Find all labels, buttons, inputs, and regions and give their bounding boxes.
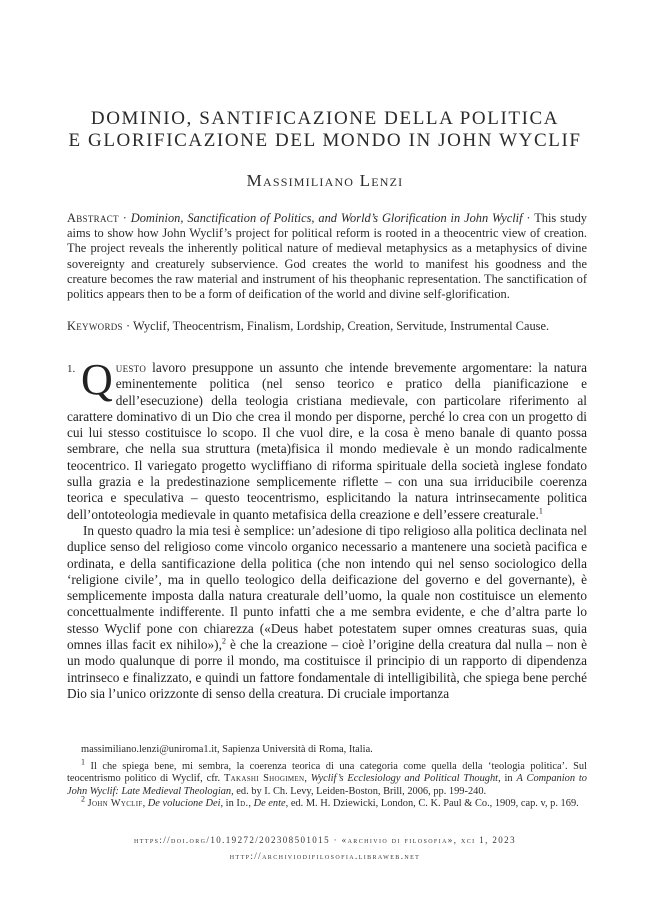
footnote-1-author: Takashi Shogimen	[224, 773, 305, 785]
footnote-2-sep: ,	[142, 798, 148, 810]
footnote-2	[67, 794, 587, 811]
paragraph-1	[67, 355, 587, 523]
footnote-1-title: Wyclif’s Ecclesiology and Political Thought	[310, 773, 499, 785]
footnote-1-details: , ed. by I. Ch. Levy, Leiden-Boston, Brill, 2006, pp. 199-240.	[231, 785, 487, 797]
footnote-2-mark: 2	[81, 794, 85, 804]
first-word-rest: uesto	[115, 360, 147, 375]
footnote-2-title: De volucione Dei	[147, 798, 221, 810]
paragraph-2-text-b: è che la creazione – cioè l’origine della creatura dal nulla – non è un modo qualunque di porre il mondo, ma costituisce il principio di un rapporto di dipendenza intrinseco e finalizzato, e quindi un fattore fondamentale di intelligibilità, che spiega bene perché Dio sia l’unico orizzonte di senso della creatura. Di cruciale importanza	[67, 637, 587, 701]
footnote-1	[67, 757, 587, 799]
footer-doi[interactable]: https://doi.org/10.19272/202308501015 · «archivio di filosofia», xci 1, 2023	[134, 835, 516, 845]
footnotes	[67, 744, 587, 811]
footnote-2-in: , in	[220, 798, 237, 810]
footer-website[interactable]: http://archiviodifilosofia.libraweb.net	[229, 851, 421, 861]
footnote-2-author: John Wyclif	[87, 798, 143, 810]
footnote-1-in: , in	[498, 773, 517, 785]
author-affiliation: massimiliano.lenzi@uniroma1.it, Sapienza Università di Roma, Italia.	[81, 744, 373, 755]
footnote-1-text: Il che spiega bene, mi sembra, la coerenza teorica di una categoria come quella della ‘teologia politica’. Sul teocentrismo politico di Wyclif, cfr.	[67, 760, 587, 785]
abstract-text: · This study aims to show how John Wyclif’s project for political reform is rooted in a theocentric view of creation. The project reveals the inherently political nature of medieval metaphysics as a metaphysics of divine sovereignty and creaturely subservience. God creates the world to manifest his goodness and the creature becomes the raw material and instrument of his theophanic representation. The sanctification of politics appears then to be a form of deification of the world and divine self-glorification.	[67, 211, 587, 302]
paragraph-1-text: lavoro presuppone un assunto che intende brevemente argomentare: la natura eminentemente politica (nel senso teorico e pratico della pianificazione e dell’esecuzione) della teologia cristiana medievale, con particolare riferimento al carattere dominativo di un Dio che crea il mondo per disporne, perché lo crea con un progetto di cui lui stesso costituisce lo scopo. Il che vuol dire, e la cosa è meno banale di quanto possa sembrare, che nella sua struttura (meta)fisica il mondo medievale è un mondo radicalmente teocentrico. Il variegato progetto wycliffiano di riforma spirituale della società inglese fondato sulla grazia e la predestinazione semplicemente riflette – con una sua irriducibile coerenza teorica e speculativa – questo teocentrismo, esplicitando la natura intrinsecamente politica dell’ontoteologia medievale in quanto metafisica della creazione e dell’essere creaturale.	[67, 360, 587, 522]
abstract	[67, 211, 587, 302]
footnote-1-mark: 1	[81, 757, 85, 767]
footnote-2-details: , ed. M. H. Dziewicki, London, C. K. Paul & Co., 1909, cap. v, p. 169.	[285, 798, 579, 810]
drop-cap: Q	[81, 355, 113, 404]
footnote-1-book: A Companion to John Wyclif: Late Medieval Theologian	[67, 773, 587, 797]
footnote-2-sep2: ,	[248, 798, 254, 810]
keywords-text: · Wyclif, Theocentrism, Finalism, Lordship, Creation, Servitude, Instrumental Cause.	[122, 319, 550, 333]
footnote-ref-1[interactable]: 1	[538, 506, 543, 516]
footnote-ref-2[interactable]: 2	[221, 636, 226, 646]
article-title	[40, 108, 610, 152]
footnote-2-id: Id.	[236, 798, 249, 810]
keywords-label: Keywords	[67, 319, 123, 333]
paragraph-2	[67, 523, 587, 702]
footnote-2-title2: De ente	[253, 798, 286, 810]
title-line-2: E GLORIFICAZIONE DEL MONDO IN JOHN WYCLIF	[68, 130, 582, 151]
abstract-label: Abstract	[67, 211, 119, 225]
abstract-english-title: Dominion, Sanctification of Politics, and World’s Glorification in John Wyclif	[130, 211, 523, 225]
keywords	[67, 319, 587, 334]
section-number: 1.	[67, 363, 76, 375]
title-line-1: DOMINIO, SANTIFICAZIONE DELLA POLITICA	[90, 108, 560, 129]
author-name: Massimiliano Lenzi	[246, 171, 404, 190]
paragraph-2-text-a: In questo quadro la mia tesi è semplice: un’adesione di tipo religioso alla politica declinata nel duplice senso del religioso come vincolo organico necessario a mantenere una società pacifica e ordinata, e della santificazione della politica (che non intendo qui nel senso sociologico della ‘religione civile’, ma in quello teologico della deificazione del governo e del governante), è semplicemente imposta dalla natura creaturale dell’uomo, la quale non costituisce un elemento concettualmente indifferente. Il punto infatti che a me sembra evidente, e che d’altra parte lo stesso Wyclif pone con chiarezza («Deus habet potestatem super omnes creaturas suas, quia omnes illas facit ex nihilo»),	[67, 522, 587, 653]
abstract-separator: ·	[118, 211, 131, 225]
footnote-1-sep: ,	[304, 773, 311, 785]
body-text	[67, 355, 587, 702]
